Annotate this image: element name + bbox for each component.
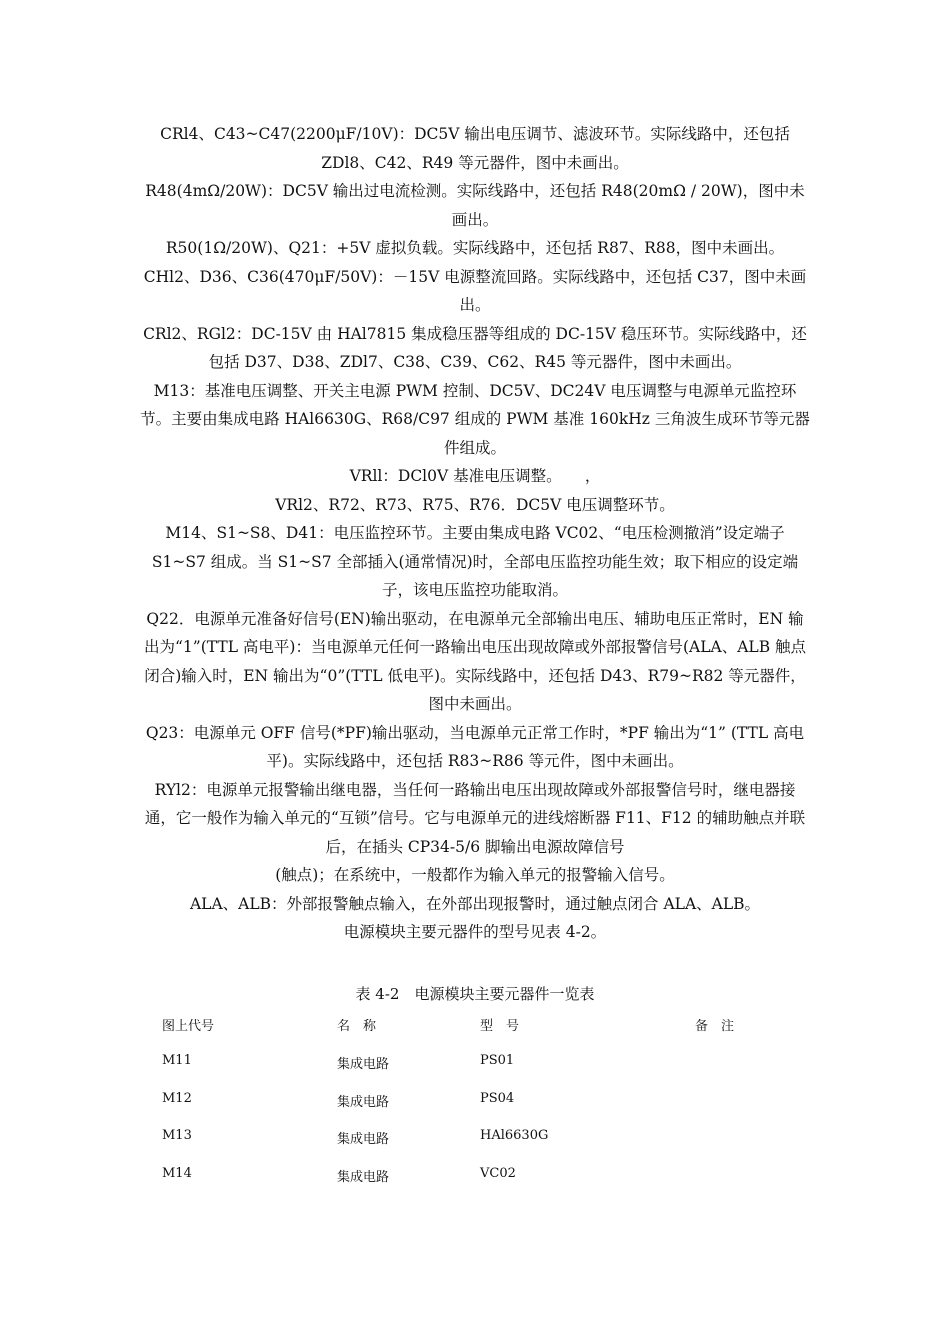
paragraph-q23: Q23：电源单元 OFF 信号(*PF)输出驱动，当电源单元正常工作时，*PF 输出为“1” (TTL 高电平)。实际线路中，还包括 R83~R86 等元件，图中未画出。	[145, 723, 805, 770]
table-header-cell: 型 号	[480, 1019, 520, 1034]
table-cell: M13	[162, 1128, 192, 1143]
table-cell: M14	[162, 1165, 192, 1181]
table-header-cell: 备 注	[695, 1019, 735, 1034]
table-header-row	[162, 1015, 812, 1053]
paragraph-r48: R48(4mΩ/20W)：DC5V 输出过电流检测。实际线路中，还包括 R48(20mΩ / 20W)，图中未画出。	[145, 182, 805, 229]
table-cell: PS01	[480, 1053, 515, 1068]
paragraph-ala-alb: ALA、ALB：外部报警触点输入，在外部出现报警时，通过触点闭合 ALA、ALB。	[189, 894, 761, 913]
paragraph-crl4: CRl4、C43~C47(2200μF/10V)：DC5V 输出电压调节、滤波环节。实际线路中，还包括 ZDl8、C42、R49 等元器件，图中未画出。	[160, 125, 790, 172]
table-row	[162, 1166, 812, 1204]
table-cell: 集成电路	[337, 1132, 390, 1147]
table-caption: 表 4-2 电源模块主要元器件一览表	[355, 985, 595, 1003]
paragraph-vrl1: VRll：DCl0V 基准电压调整。 ，	[349, 467, 601, 485]
table-header-cell: 图上代号	[162, 1019, 215, 1034]
paragraph-m14: M14、S1~S8、D41：电压监控环节。主要由集成电路 VC02、“电压检测撤消”设定端子 S1~S7 组成。当 S1~S7 全部插入(通常情况)时，全部电压监控功能生效；取下相应的设定端子，该电压监控功能取消。	[151, 524, 799, 599]
table-cell: HAl6630G	[480, 1128, 549, 1143]
paragraph-ryl2: RYl2：电源单元报警输出继电器，当任何一路输出电压出现故障或外部报警信号时，继电器接通，它一般作为输入单元的“互锁”信号。它与电源单元的进线熔断器 F11、F12 的辅助触点并联后，在插头 CP34-5/6 脚输出电源故障信号	[144, 780, 806, 856]
paragraph-m13: M13：基准电压调整、开关主电源 PWM 控制、DC5V、DC24V 电压调整与电源单元监控环节。主要由集成电路 HAl6630G、R68/C97 组成的 PWM 基准 160kHz 三角波生成环节等元器件组成。	[140, 381, 810, 457]
table-row	[162, 1091, 812, 1129]
paragraph-vrl2: VRl2、R72、R73、R75、R76．DC5V 电压调整环节。	[275, 495, 675, 514]
table-cell: PS04	[480, 1090, 515, 1106]
table-header-cell: 名 称	[337, 1019, 377, 1034]
table-cell: 集成电路	[337, 1057, 390, 1072]
paragraph-contact: (触点)；在系统中，一般都作为输入单元的报警输入信号。	[275, 866, 675, 884]
table-cell: M12	[162, 1090, 192, 1106]
table-cell: VC02	[480, 1165, 516, 1181]
table-cell: 集成电路	[337, 1094, 390, 1110]
components-table	[162, 1015, 812, 1203]
table-row	[162, 1053, 812, 1091]
paragraph-crl2: CRl2、RGl2：DC-15V 由 HAl7815 集成稳压器等组成的 DC-15V 稳压环节。实际线路中，还包括 D37、D38、ZDl7、C38、C39、C62、R45 等元器件，图中未画出。	[143, 324, 807, 371]
paragraph-chl2: CHl2、D36、C36(470μF/50V)：－15V 电源整流回路。实际线路中，还包括 C37，图中未画出。	[143, 267, 807, 314]
table-cell: M11	[162, 1053, 192, 1068]
body-text	[140, 120, 810, 947]
paragraph-table-ref: 电源模块主要元器件的型号见表 4-2。	[343, 923, 607, 941]
paragraph-q22: Q22．电源单元准备好信号(EN)输出驱动，在电源单元全部输出电压、辅助电压正常时，EN 输出为“1”(TTL 高电平)：当电源单元任何一路输出电压出现故障或外部报警信号(ALA、ALB 触点闭合)输入时，EN 输出为“0”(TTL 低电平)。实际线路中，还包括 D43、R79~R82 等元器件，图中未画出。	[143, 609, 807, 713]
table-cell: 集成电路	[337, 1169, 390, 1185]
table-row	[162, 1128, 812, 1166]
paragraph-r50: R50(1Ω/20W)、Q21：+5V 虚拟负载。实际线路中，还包括 R87、R88，图中未画出。	[165, 239, 785, 257]
